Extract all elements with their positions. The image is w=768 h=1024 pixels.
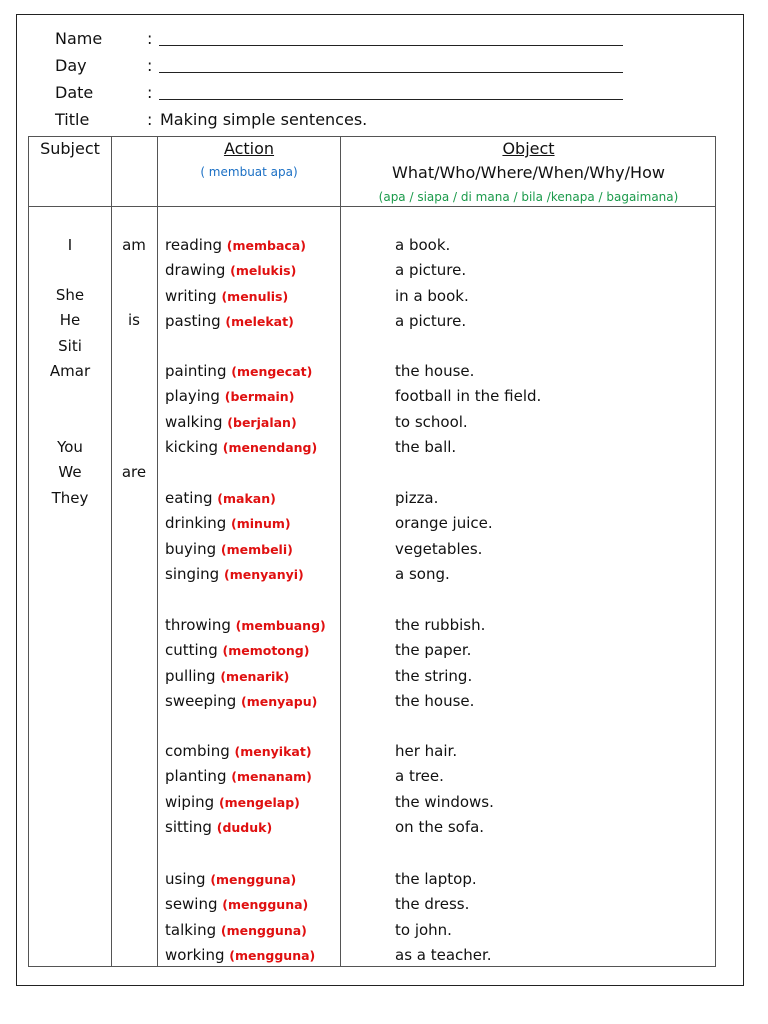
action-malay: (menarik) — [220, 669, 290, 684]
action-header: Action — [223, 139, 275, 158]
day-label: Day — [55, 56, 87, 75]
action-malay: (menanam) — [231, 769, 312, 784]
action-cell — [165, 386, 294, 407]
subject-she: She — [55, 286, 85, 304]
object-cell: to john. — [395, 921, 452, 939]
action-malay: (mengguna) — [222, 897, 309, 912]
subject-amar: Amar — [49, 362, 91, 380]
action-malay: (berjalan) — [227, 415, 297, 430]
table-divider-2 — [157, 136, 158, 967]
sentence-table — [28, 136, 716, 967]
action-cell — [165, 792, 300, 813]
action-cell — [165, 539, 293, 560]
action-verb: writing — [165, 287, 217, 305]
day-colon: : — [147, 56, 153, 75]
subject-we: We — [58, 463, 82, 481]
table-divider-1 — [111, 136, 112, 967]
date-colon: : — [147, 83, 153, 102]
action-malay: (menendang) — [222, 440, 318, 455]
action-verb: walking — [165, 413, 223, 431]
action-cell — [165, 488, 276, 509]
action-malay: (mengelap) — [218, 795, 300, 810]
be-am: am — [122, 236, 146, 254]
object-cell: to school. — [395, 413, 468, 431]
action-verb: sewing — [165, 895, 218, 913]
action-cell — [165, 361, 312, 382]
object-cell: in a book. — [395, 287, 469, 305]
subject-siti: Siti — [58, 337, 82, 355]
action-verb: kicking — [165, 438, 218, 456]
subject-i: I — [67, 236, 73, 254]
subject-you: You — [57, 438, 83, 456]
date-label: Date — [55, 83, 94, 102]
action-cell — [165, 286, 288, 307]
object-cell: on the sofa. — [395, 818, 485, 836]
object-cell: a book. — [395, 236, 451, 254]
subject-header: Subject — [40, 139, 100, 158]
object-cell: the house. — [395, 362, 475, 380]
action-cell — [165, 412, 297, 433]
action-verb: sitting — [165, 818, 212, 836]
action-verb: drinking — [165, 514, 227, 532]
title-colon: : — [147, 110, 153, 129]
subject-he: He — [59, 311, 81, 329]
action-malay: (membeli) — [220, 542, 293, 557]
action-cell — [165, 894, 308, 915]
object-cell: pizza. — [395, 489, 439, 507]
title-label: Title — [55, 110, 90, 129]
object-cell: the string. — [395, 667, 473, 685]
action-verb: pasting — [165, 312, 221, 330]
object-cell: the paper. — [395, 641, 472, 659]
name-blank-line — [159, 45, 623, 46]
title-value: Making simple sentences. — [160, 110, 368, 129]
action-malay: (mengguna) — [229, 948, 316, 963]
action-cell — [165, 920, 307, 941]
object-cell: as a teacher. — [395, 946, 492, 964]
action-verb: painting — [165, 362, 227, 380]
be-is: is — [128, 311, 140, 329]
name-label: Name — [55, 29, 103, 48]
day-blank-line — [159, 72, 623, 73]
name-colon: : — [147, 29, 153, 48]
action-verb: drawing — [165, 261, 226, 279]
object-cell: orange juice. — [395, 514, 493, 532]
action-hint: ( membuat apa) — [200, 165, 298, 179]
action-verb: reading — [165, 236, 222, 254]
action-malay: (menyikat) — [234, 744, 312, 759]
action-malay: (menulis) — [221, 289, 289, 304]
action-malay: (makan) — [217, 491, 276, 506]
object-subheader: What/Who/Where/When/Why/How — [392, 163, 665, 182]
object-cell: a picture. — [395, 261, 467, 279]
action-cell — [165, 311, 294, 332]
action-verb: planting — [165, 767, 227, 785]
object-cell: the house. — [395, 692, 475, 710]
action-verb: using — [165, 870, 206, 888]
action-verb: eating — [165, 489, 213, 507]
action-cell — [165, 945, 315, 966]
action-verb: buying — [165, 540, 217, 558]
action-malay: (bermain) — [224, 389, 295, 404]
action-cell — [165, 260, 296, 281]
action-verb: talking — [165, 921, 217, 939]
object-cell: football in the field. — [395, 387, 542, 405]
action-malay: (menyapu) — [241, 694, 318, 709]
action-malay: (melekat) — [225, 314, 294, 329]
action-malay: (minum) — [231, 516, 291, 531]
table-divider-3 — [340, 136, 341, 967]
action-cell — [165, 513, 291, 534]
object-cell: her hair. — [395, 742, 458, 760]
object-header: Object — [502, 139, 555, 158]
action-cell — [165, 817, 272, 838]
date-blank-line — [159, 99, 623, 100]
object-cell: a tree. — [395, 767, 444, 785]
action-malay: (mengecat) — [231, 364, 313, 379]
action-malay: (menyanyi) — [224, 567, 304, 582]
subject-they: They — [51, 489, 89, 507]
object-cell: the rubbish. — [395, 616, 486, 634]
object-cell: the dress. — [395, 895, 470, 913]
be-are: are — [121, 463, 147, 481]
action-verb: singing — [165, 565, 220, 583]
action-cell — [165, 766, 312, 787]
action-malay: (melukis) — [230, 263, 297, 278]
action-verb: throwing — [165, 616, 231, 634]
action-cell — [165, 869, 296, 890]
action-malay: (duduk) — [216, 820, 273, 835]
action-verb: pulling — [165, 667, 216, 685]
action-cell — [165, 691, 317, 712]
action-malay: (memotong) — [222, 643, 310, 658]
action-malay: (mengguna) — [220, 923, 307, 938]
action-cell — [165, 741, 312, 762]
action-verb: combing — [165, 742, 230, 760]
object-cell: a song. — [395, 565, 450, 583]
action-malay: (mengguna) — [210, 872, 297, 887]
action-cell — [165, 615, 326, 636]
action-verb: wiping — [165, 793, 215, 811]
action-verb: cutting — [165, 641, 218, 659]
action-verb: working — [165, 946, 225, 964]
action-cell — [165, 666, 289, 687]
object-cell: vegetables. — [395, 540, 483, 558]
object-cell: a picture. — [395, 312, 467, 330]
action-verb: playing — [165, 387, 220, 405]
object-cell: the laptop. — [395, 870, 477, 888]
action-cell — [165, 640, 309, 661]
action-cell — [165, 564, 304, 585]
object-hint: (apa / siapa / di mana / bila /kenapa / bagaimana) — [378, 190, 679, 204]
object-cell: the windows. — [395, 793, 494, 811]
action-cell — [165, 235, 306, 256]
action-cell — [165, 437, 317, 458]
object-cell: the ball. — [395, 438, 457, 456]
action-verb: sweeping — [165, 692, 237, 710]
action-malay: (membaca) — [226, 238, 306, 253]
action-malay: (membuang) — [235, 618, 326, 633]
